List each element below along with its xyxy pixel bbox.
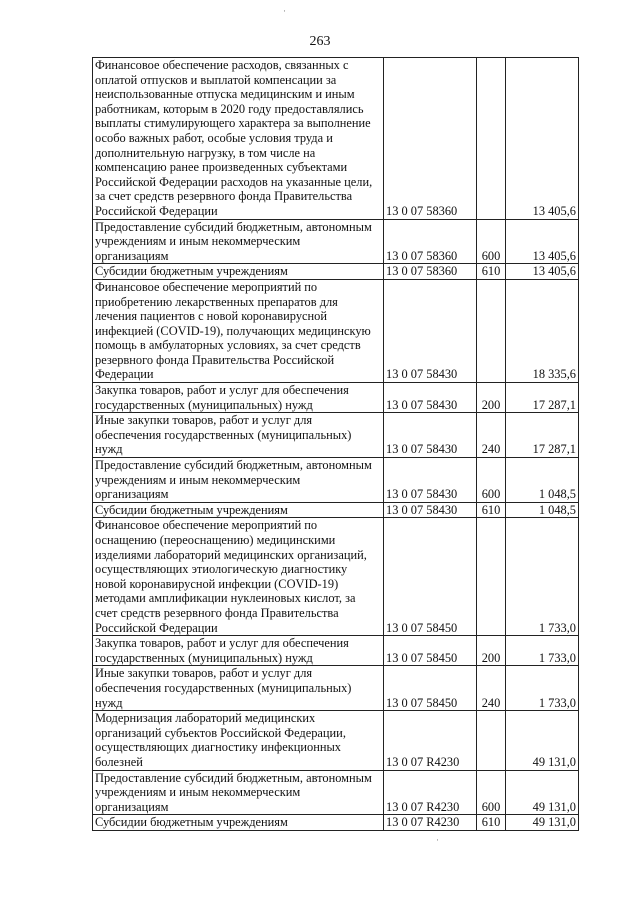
row-classification-code: 13 0 07 58430 xyxy=(384,502,477,518)
row-description: Модернизация лабораторий медицинских организаций субъектов Российской Федерации, осуществляющих диагностику инфекционных болезней xyxy=(93,711,384,770)
row-description: Финансовое обеспечение мероприятий по оснащению (переоснащению) медицинскими изделиями лабораторий медицинских организаций, осуществляющих этиологическую диагностику новой коронавирусной инфекции (COVID-19) методами амплификации нуклеиновых кислот, за счет средств резервного фонда Правительства Российской Федерации xyxy=(93,518,384,636)
row-expense-type: 610 xyxy=(477,264,506,280)
table-row xyxy=(93,666,579,711)
row-description: Субсидии бюджетным учреждениям xyxy=(93,815,384,831)
row-expense-type: 200 xyxy=(477,383,506,413)
budget-table xyxy=(92,57,579,831)
row-description: Субсидии бюджетным учреждениям xyxy=(93,502,384,518)
row-amount: 13 405,6 xyxy=(506,264,579,280)
row-description: Иные закупки товаров, работ и услуг для обеспечения государственных (муниципальных) нужд xyxy=(93,666,384,711)
row-expense-type xyxy=(477,58,506,220)
table-row xyxy=(93,711,579,770)
row-classification-code: 13 0 07 R4230 xyxy=(384,815,477,831)
row-expense-type: 600 xyxy=(477,219,506,264)
row-amount: 1 048,5 xyxy=(506,458,579,503)
row-classification-code: 13 0 07 58450 xyxy=(384,666,477,711)
table-row xyxy=(93,413,579,458)
row-expense-type: 200 xyxy=(477,636,506,666)
table-row xyxy=(93,518,579,636)
row-expense-type: 610 xyxy=(477,502,506,518)
row-description: Предоставление субсидий бюджетным, автономным учреждениям и иным некоммерческим организациям xyxy=(93,458,384,503)
row-description: Иные закупки товаров, работ и услуг для обеспечения государственных (муниципальных) нужд xyxy=(93,413,384,458)
row-description: Предоставление субсидий бюджетным, автономным учреждениям и иным некоммерческим организациям xyxy=(93,219,384,264)
row-classification-code: 13 0 07 58430 xyxy=(384,383,477,413)
row-amount: 18 335,6 xyxy=(506,279,579,382)
row-classification-code: 13 0 07 R4230 xyxy=(384,770,477,815)
row-description: Финансовое обеспечение мероприятий по приобретению лекарственных препаратов для лечения пациентов с новой коронавирусной инфекцией (COVID-19), получающих медицинскую помощь в амбулаторных условиях, за счет средств резервного фонда Правительства Российской Федерации xyxy=(93,279,384,382)
row-classification-code: 13 0 07 58450 xyxy=(384,636,477,666)
page-number: 263 xyxy=(309,34,331,49)
row-classification-code: 13 0 07 58360 xyxy=(384,219,477,264)
row-classification-code: 13 0 07 58430 xyxy=(384,413,477,458)
table-row xyxy=(93,279,579,382)
row-amount: 49 131,0 xyxy=(506,770,579,815)
table-row xyxy=(93,383,579,413)
row-amount: 17 287,1 xyxy=(506,413,579,458)
row-expense-type: 600 xyxy=(477,458,506,503)
row-amount: 49 131,0 xyxy=(506,711,579,770)
row-expense-type: 240 xyxy=(477,666,506,711)
row-expense-type: 610 xyxy=(477,815,506,831)
row-expense-type: 240 xyxy=(477,413,506,458)
row-expense-type xyxy=(477,711,506,770)
row-description: Закупка товаров, работ и услуг для обеспечения государственных (муниципальных) нужд xyxy=(93,636,384,666)
row-amount: 49 131,0 xyxy=(506,815,579,831)
row-amount: 13 405,6 xyxy=(506,58,579,220)
table-row xyxy=(93,815,579,831)
row-classification-code: 13 0 07 58430 xyxy=(384,458,477,503)
row-description: Закупка товаров, работ и услуг для обеспечения государственных (муниципальных) нужд xyxy=(93,383,384,413)
table-row xyxy=(93,458,579,503)
scan-speck: · xyxy=(283,6,286,16)
row-description: Предоставление субсидий бюджетным, автономным учреждениям и иным некоммерческим организациям xyxy=(93,770,384,815)
row-amount: 17 287,1 xyxy=(506,383,579,413)
table-row xyxy=(93,219,579,264)
row-classification-code: 13 0 07 58360 xyxy=(384,58,477,220)
row-amount: 1 048,5 xyxy=(506,502,579,518)
table-row xyxy=(93,636,579,666)
row-classification-code: 13 0 07 58430 xyxy=(384,279,477,382)
row-amount: 13 405,6 xyxy=(506,219,579,264)
table-row xyxy=(93,502,579,518)
row-classification-code: 13 0 07 58360 xyxy=(384,264,477,280)
row-expense-type: 600 xyxy=(477,770,506,815)
row-description: Финансовое обеспечение расходов, связанных с оплатой отпусков и выплатой компенсации за неиспользованные отпуска медицинским и иным работникам, которым в 2020 году предоставлялись выплаты стимулирующего характера за выполнение особо важных работ, особые условия труда и дополнительную нагрузку, в том числе на компенсацию ранее произведенных субъектами Российской Федерации расходов на указанные цели, за счет средств резервного фонда Правительства Российской Федерации xyxy=(93,58,384,220)
table-row xyxy=(93,264,579,280)
row-amount: 1 733,0 xyxy=(506,518,579,636)
row-amount: 1 733,0 xyxy=(506,666,579,711)
row-classification-code: 13 0 07 R4230 xyxy=(384,711,477,770)
row-classification-code: 13 0 07 58450 xyxy=(384,518,477,636)
row-expense-type xyxy=(477,518,506,636)
scan-speck: · xyxy=(436,835,439,845)
row-amount: 1 733,0 xyxy=(506,636,579,666)
row-description: Субсидии бюджетным учреждениям xyxy=(93,264,384,280)
row-expense-type xyxy=(477,279,506,382)
table-row xyxy=(93,770,579,815)
table-row xyxy=(93,58,579,220)
